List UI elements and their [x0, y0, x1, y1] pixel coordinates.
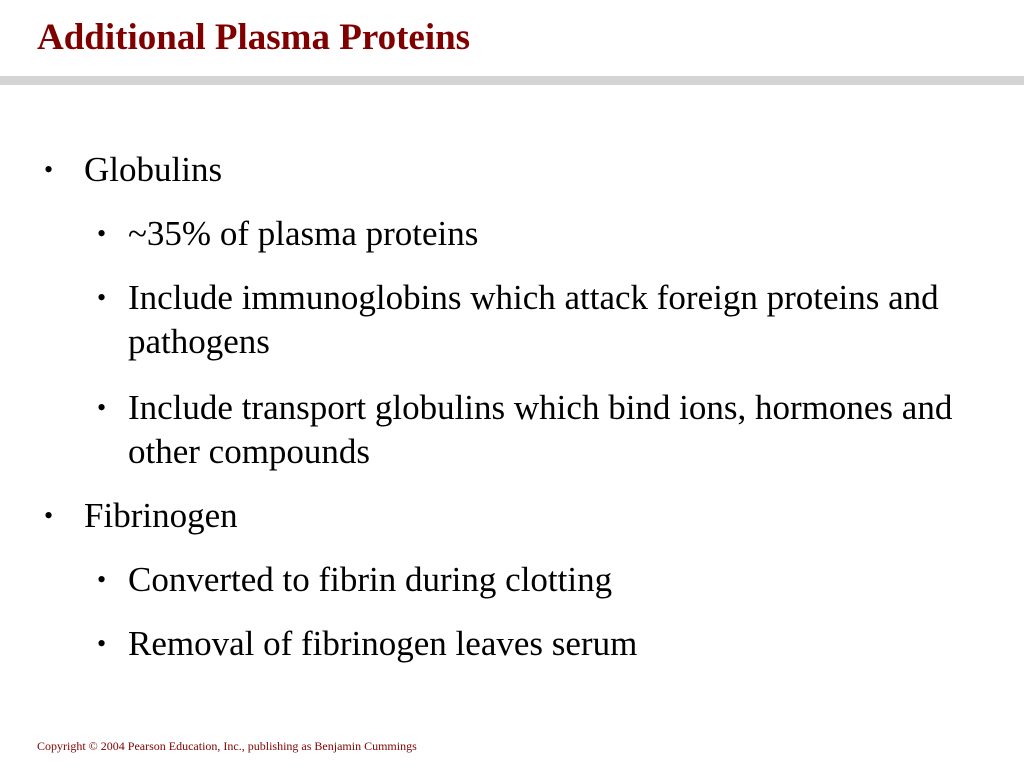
- bullet-icon: [97, 276, 106, 320]
- bullet-glyph: •: [97, 283, 107, 312]
- bullet-glyph: •: [44, 501, 54, 530]
- bullet-glyph: •: [97, 629, 107, 658]
- sub-list-item-label: Converted to fibrin during clotting: [128, 560, 613, 599]
- sub-list-item: [97, 622, 977, 666]
- bullet-icon: [97, 622, 106, 666]
- slide-title: Additional Plasma Proteins: [37, 17, 471, 58]
- bullet-icon: [97, 386, 106, 430]
- sub-list-item-label: Include transport globulins which bind ions, hormones and other compounds: [128, 388, 953, 471]
- bullet-glyph: •: [97, 393, 107, 422]
- sub-list-item-label: ~35% of plasma proteins: [128, 214, 479, 253]
- title-divider: [0, 76, 1024, 85]
- bullet-icon: [97, 558, 106, 602]
- bullet-glyph: •: [97, 565, 107, 594]
- bullet-icon: [44, 496, 84, 536]
- bullet-icon: [97, 212, 106, 256]
- bullet-icon: [44, 150, 84, 190]
- bullet-glyph: •: [97, 219, 107, 248]
- sub-list-item-label: Removal of fibrinogen leaves serum: [128, 624, 638, 663]
- sub-list-item: [97, 558, 977, 602]
- list-item-label: Globulins: [84, 150, 223, 189]
- bullet-glyph: •: [44, 155, 54, 184]
- list-item-label: Fibrinogen: [84, 496, 238, 535]
- sub-list-item: [97, 276, 977, 364]
- sub-list-item: [97, 212, 977, 256]
- copyright-footer: Copyright © 2004 Pearson Education, Inc., publishing as Benjamin Cummings: [37, 739, 417, 753]
- sub-list-item-label: Include immunoglobins which attack foreign proteins and pathogens: [128, 278, 939, 361]
- sub-list-item: [97, 386, 977, 474]
